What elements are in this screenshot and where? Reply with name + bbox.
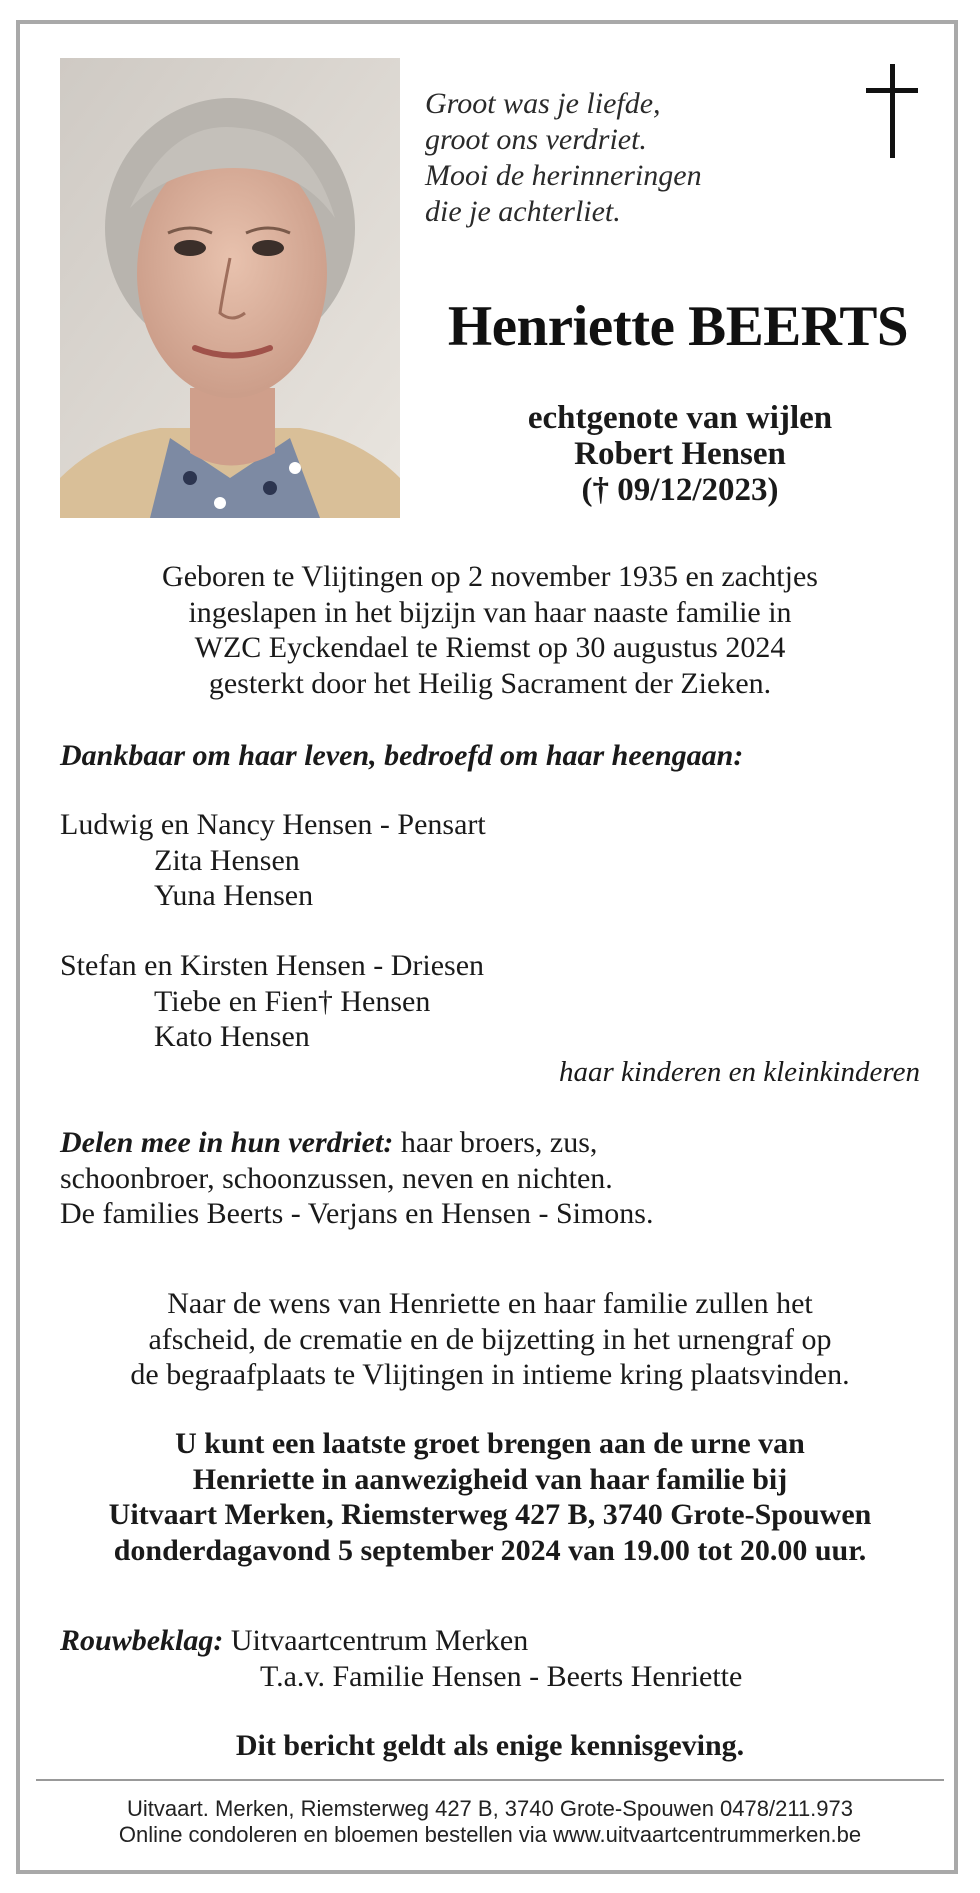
motto-line: groot ons verdriet. <box>425 123 647 156</box>
family-parents: Stefan en Kirsten Hensen - Driesen <box>60 949 485 982</box>
spouse-line: echtgenote van wijlen <box>527 400 833 436</box>
wish-paragraph <box>60 1286 920 1393</box>
motto-line: Mooi de herinneringen <box>425 159 702 192</box>
rouwbeklag-text: T.a.v. Familie Hensen - Beerts Henriette <box>260 1659 743 1693</box>
notice <box>60 1728 920 1764</box>
birth-death-paragraph <box>60 559 920 701</box>
thanks-heading-text: Dankbaar om haar leven, bedroefd om haar heengaan: <box>60 739 744 772</box>
motto-line: die je achterliet. <box>425 195 621 228</box>
wish-line: Naar de wens van Henriette en haar familie zullen het <box>167 1287 813 1320</box>
share-text: schoonbroer, schoonzussen, neven en nichten. <box>60 1161 613 1195</box>
family-group-2 <box>60 948 920 1090</box>
family-child: Yuna Hensen <box>154 879 314 912</box>
family-group-1 <box>60 807 920 914</box>
share-text: De families Beerts - Verjans en Hensen - Simons. <box>60 1197 654 1230</box>
family-child: Tiebe en Fien† Hensen <box>154 984 431 1018</box>
rouwbeklag-label: Rouwbeklag: <box>60 1624 224 1657</box>
wish-line: de begraafplaats te Vlijtingen in intieme kring plaatsvinden. <box>130 1358 850 1391</box>
birth-line: WZC Eyckendael te Riemst op 30 augustus 2024 <box>194 631 786 664</box>
greeting-line: Henriette in aanwezigheid van haar familie bij <box>192 1462 788 1496</box>
family-child: Kato Hensen <box>154 1020 310 1053</box>
share-text: haar broers, zus, <box>393 1126 598 1159</box>
thanks-heading <box>60 738 920 774</box>
footer <box>36 1796 944 1848</box>
cross-icon <box>862 60 922 160</box>
memorial-motto <box>425 86 702 230</box>
notice-text: Dit bericht geldt als enige kennisgeving. <box>235 1729 745 1762</box>
rouwbeklag-text: Uitvaartcentrum Merken <box>223 1624 529 1657</box>
family-child: Zita Hensen <box>154 843 300 877</box>
greeting-line: U kunt een laatste groet brengen aan de urne van <box>175 1427 805 1460</box>
birth-line: gesterkt door het Heilig Sacrament der Zieken. <box>208 666 772 700</box>
greeting-line: donderdagavond 5 september 2024 van 19.00 tot 20.00 uur. <box>113 1533 867 1567</box>
footer-divider <box>36 1779 944 1781</box>
footer-line: Uitvaart. Merken, Riemsterweg 427 B, 3740 Grote-Spouwen 0478/211.973 <box>127 1796 853 1821</box>
spouse-info <box>420 400 940 508</box>
family-parents: Ludwig en Nancy Hensen - Pensart <box>60 808 486 841</box>
spouse-line: Robert Hensen <box>574 436 786 472</box>
birth-line: ingeslapen in het bijzijn van haar naaste familie in <box>188 595 792 629</box>
footer-line: Online condoleren en bloemen bestellen via www.uitvaartcentrummerken.be <box>118 1822 862 1847</box>
rouwbeklag-block <box>60 1623 920 1694</box>
deceased-name: Henriette BEERTS <box>447 295 909 358</box>
family-signature: haar kinderen en kleinkinderen <box>558 1055 920 1088</box>
motto-line: Groot was je liefde, <box>425 87 661 120</box>
spouse-line: († 09/12/2023) <box>581 472 779 508</box>
portrait-photo <box>60 58 400 518</box>
sharing-paragraph <box>60 1125 920 1232</box>
greeting-line: Uitvaart Merken, Riemsterweg 427 B, 3740 Grote-Spouwen <box>108 1498 872 1531</box>
birth-line: Geboren te Vlijtingen op 2 november 1935 en zachtjes <box>162 560 818 593</box>
share-label: Delen mee in hun verdriet: <box>60 1126 394 1159</box>
wish-line: afscheid, de crematie en de bijzetting in het urnengraf op <box>148 1322 832 1356</box>
greeting-paragraph <box>60 1426 920 1568</box>
